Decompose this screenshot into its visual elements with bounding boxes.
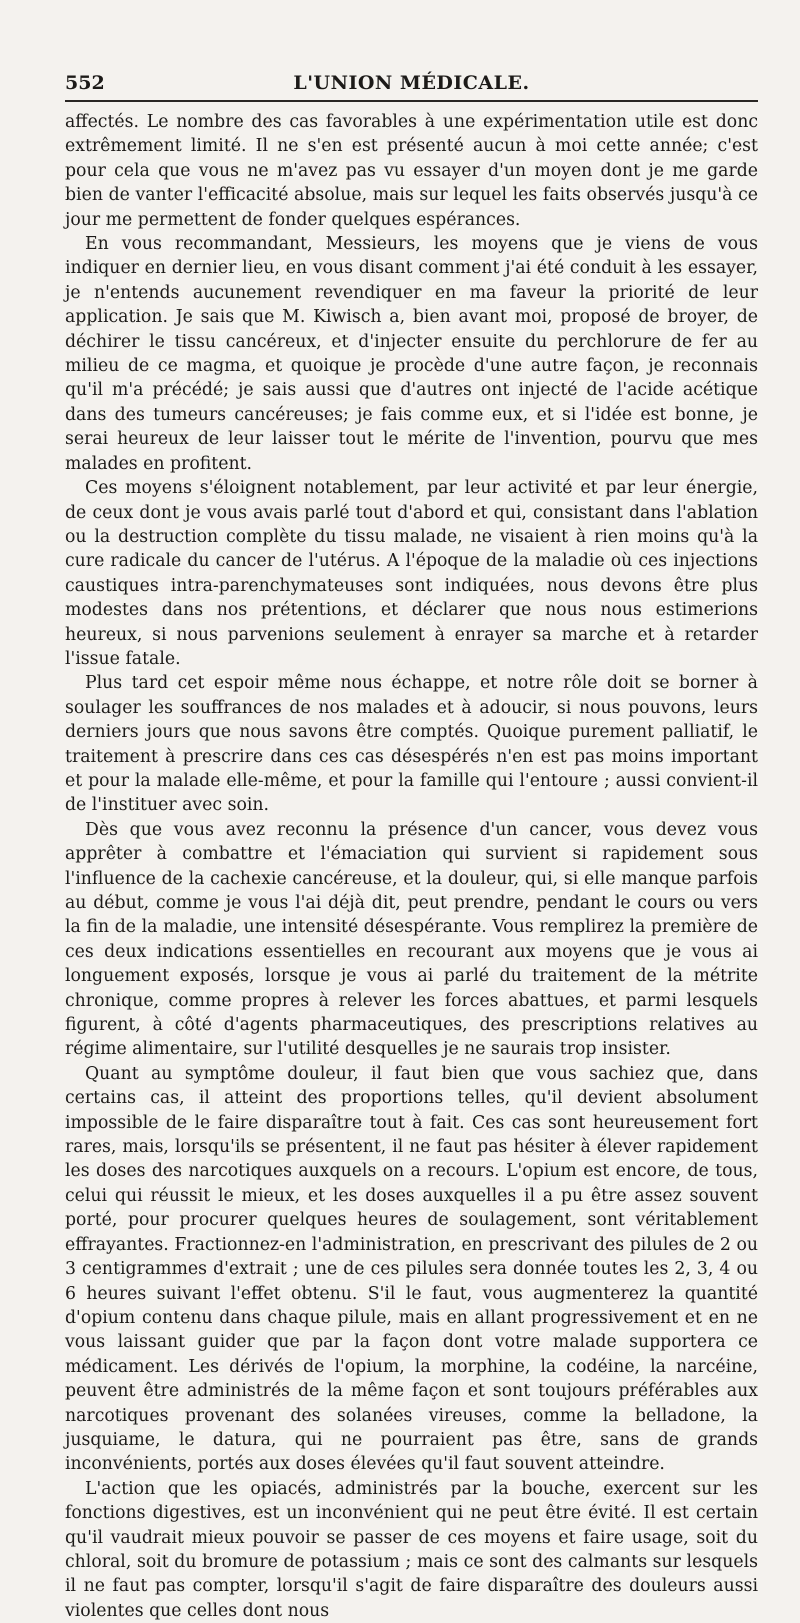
paragraph-6: Quant au symptôme douleur, il faut bien que vous sachiez que, dans certains cas, il atteint des proportions telles, qu'il devient absolument impossible de le faire disparaître tout à fait. Ces cas sont heureusement fort rares, mais, lorsqu'ils se présentent, il ne faut pas hésiter à élever rapidement les doses des narcotiques auxquels on a recours. L'opium est encore, de tous, celui qui réussit le mieux, et les doses auxquelles il a pu être assez souvent porté, pour procurer quelques heures de soulagement, sont véritablement effrayantes. Fractionnez-en l'administration, en prescrivant des pilules de 2 ou 3 centigrammes d'extrait ; une de ces pilules sera donnée toutes les 2, 3, 4 ou 6 heures suivant l'effet obtenu. S'il le faut, vous augmenterez la quantité d'opium contenu dans chaque pilule, mais en allant progressivement et en ne vous laissant guider que par la façon dont votre malade supportera ce médicament. Les dérivés de l'opium, la morphine, la codéine, la narcéine, peuvent être administrés de la même façon et sont toujours préférables aux narcotiques provenant des solanées vireuses, comme la belladone, la jusquiame, le datura, qui ne pourraient pas être, sans de grands inconvénients, portés aux doses élevées qu'il faut souvent atteindre. <box>65 1063 758 1475</box>
paragraph-5: Dès que vous avez reconnu la présence d'un cancer, vous devez vous apprêter à combattre et l'émaciation qui survient si rapidement sous l'influence de la cachexie cancéreuse, et la douleur, qui, si elle manque parfois au début, comme je vous l'ai déjà dit, peut prendre, pendant le cours ou vers la fin de la maladie, une intensité désespérante. Vous remplirez la première de ces deux indications essentielles en recourant aux moyens que je vous ai longuement exposés, lorsque je vous ai parlé du traitement de la métrite chronique, comme propres à relever les forces abattues, et parmi lesquels figurent, à côté d'agents pharmaceutiques, des prescriptions relatives au régime alimentaire, sur l'utilité desquelles je ne saurais trop insister. <box>65 819 758 1060</box>
paragraph-3: Ces moyens s'éloignent notablement, par leur activité et par leur énergie, de ceux dont je vous avais parlé tout d'abord et qui, consistant dans l'ablation ou la destruction complète du tissu malade, ne visaient à rien moins qu'à la cure radicale du cancer de l'utérus. A l'époque de la maladie où ces injections caustiques intra-parenchymateuses sont indiquées, nous devons être plus modestes dans nos prétentions, et déclarer que nous nous estimerions heureux, si nous parvenions seulement à enrayer sa marche et à retarder l'issue fatale. <box>65 478 758 669</box>
paragraph-4: Plus tard cet espoir même nous échappe, et notre rôle doit se borner à soulager les souffrances de nos malades et à adoucir, si nous pouvons, leurs derniers jours que nous savons être comptés. Quoique purement palliatif, le traitement à prescrire dans ces cas désespérés n'en est pas moins important et pour la malade elle-même, et pour la famille qui l'entoure ; aussi convient-il de l'instituer avec soin. <box>65 673 758 816</box>
page-number: 552 <box>65 72 105 94</box>
paragraph-2: En vous recommandant, Messieurs, les moyens que je viens de vous indiquer en dernier lieu, en vous disant comment j'ai été conduit à les essayer, je n'entends aucunement revendiquer en ma faveur la priorité de leur application. Je sais que M. Kiwisch a, bien avant moi, proposé de broyer, de déchirer le tissu cancéreux, et d'injecter ensuite du perchlorure de fer au milieu de ce magma, et quoique je procède d'une autre façon, je reconnais qu'il m'a précédé; je sais aussi que d'autres ont injecté de l'acide acétique dans des tumeurs cancéreuses; je fais comme eux, et si l'idée est bonne, je serai heureux de leur laisser tout le mérite de l'invention, pourvu que mes malades en profitent. <box>65 234 758 474</box>
paragraph-1: affectés. Le nombre des cas favorables à une expérimentation utile est donc extrêmement limité. Il ne s'en est présenté aucun à moi cette année; c'est pour cela que vous ne m'avez pas vu essayer d'un moyen dont je me garde bien de vanter l'efficacité absolue, mais sur lequel les faits observés jusqu'à ce jour me permettent de fonder quelques espérances. <box>65 112 758 230</box>
paragraph-7: L'action que les opiacés, administrés par la bouche, exercent sur les fonctions digestives, est un inconvénient qui ne peut être évité. Il est certain qu'il vaudrait mieux pouvoir se passer de ces moyens et faire usage, soit du chloral, soit du bromure de potassium ; mais ce sont des calmants sur lesquels il ne faut pas compter, lorsqu'il s'agit de faire disparaître des douleurs aussi violentes que celles dont nous <box>65 1478 758 1621</box>
running-title: L'UNION MÉDICALE. <box>293 72 530 94</box>
article-body <box>65 110 758 1623</box>
page-header <box>65 70 758 102</box>
